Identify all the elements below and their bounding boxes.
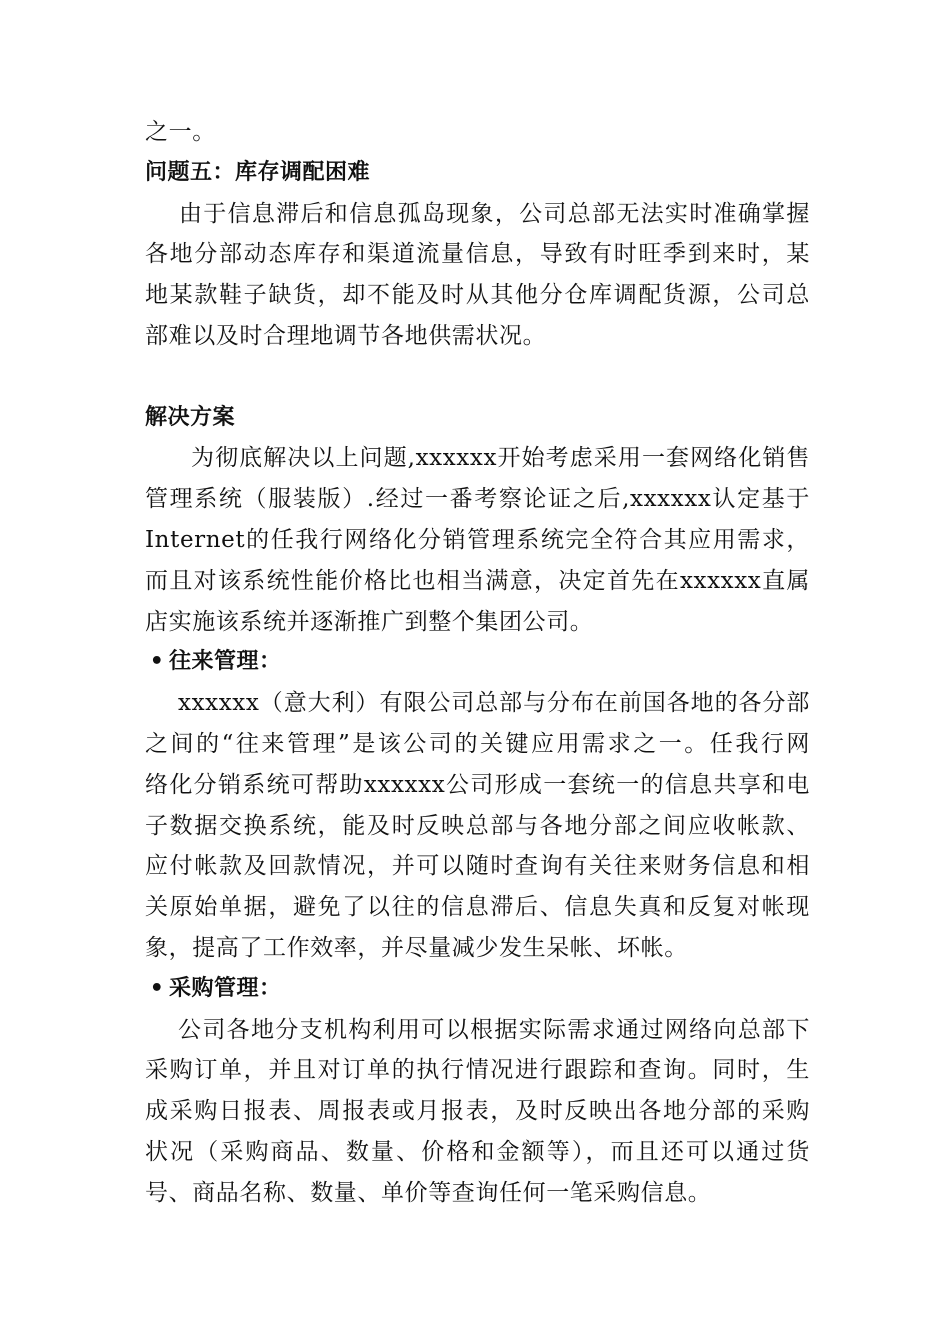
problem5-line-4: 部难以及时合理地调节各地供需状况。 — [145, 322, 547, 349]
problem5-heading: 问题五：库存调配困难 — [145, 159, 371, 185]
dealing-line-7: 象，提高了工作效率，并尽量减少发生呆帐、坏帐。 — [145, 934, 688, 961]
document-page — [145, 112, 810, 1214]
paragraph-continuation: 之一。 — [145, 119, 216, 145]
solution-line-1: 为彻底解决以上问题,xxxxxx开始考虑采用一套网络化销售 — [191, 445, 810, 472]
purchase-line-4: 状况（采购商品、数量、价格和金额等），而且还可以通过货 — [145, 1138, 810, 1165]
dealing-line-3: 络化分销系统可帮助xxxxxx公司形成一套统一的信息共享和电 — [145, 771, 810, 798]
problem5-line-3: 地某款鞋子缺货，却不能及时从其他分仓库调配货源，公司总 — [145, 282, 810, 309]
solution-heading: 解决方案 — [145, 404, 236, 430]
dealing-heading-text: 往来管理： — [169, 649, 282, 675]
purchase-line-2: 采购订单，并且对订单的执行情况进行跟踪和查询。同时，生 — [145, 1057, 810, 1084]
solution-line-3: Internet的任我行网络化分销管理系统完全符合其应用需求， — [145, 526, 810, 553]
dealing-line-4: 子数据交换系统，能及时反映总部与各地分部之间应收帐款、 — [145, 812, 810, 839]
bullet-icon: • — [149, 975, 165, 1001]
purchase-heading — [145, 969, 810, 1010]
dealing-line-6: 关原始单据，避免了以往的信息滞后、信息失真和反复对帐现 — [145, 894, 810, 921]
problem5-line-1: 由于信息滞后和信息孤岛现象，公司总部无法实时准确掌握 — [179, 200, 810, 227]
bullet-icon: • — [149, 649, 165, 675]
problem5-line-2: 各地分部动态库存和渠道流量信息，导致有时旺季到来时，某 — [145, 241, 810, 268]
purchase-line-5: 号、商品名称、数量、单价等查询任何一笔采购信息。 — [145, 1179, 712, 1206]
purchase-line-3: 成采购日报表、周报表或月报表，及时反映出各地分部的采购 — [145, 1098, 810, 1125]
dealing-heading — [145, 642, 810, 683]
solution-line-2: 管理系统（服装版）.经过一番考察论证之后,xxxxxx认定基于 — [145, 486, 810, 513]
solution-line-5: 店实施该系统并逐渐推广到整个集团公司。 — [145, 608, 594, 635]
purchase-heading-text: 采购管理： — [169, 975, 282, 1001]
purchase-line-1: 公司各地分支机构利用可以根据实际需求通过网络向总部下 — [178, 1016, 810, 1043]
dealing-line-5: 应付帐款及回款情况，并可以随时查询有关往来财务信息和相 — [145, 853, 810, 880]
paragraph-gap — [145, 357, 810, 398]
solution-line-4: 而且对该系统性能价格比也相当满意，决定首先在xxxxxx直属 — [145, 567, 810, 594]
dealing-line-2: 之间的“往来管理”是该公司的关键应用需求之一。任我行网 — [145, 730, 810, 757]
dealing-line-1: xxxxxx（意大利）有限公司总部与分布在前国各地的各分部 — [178, 690, 810, 717]
